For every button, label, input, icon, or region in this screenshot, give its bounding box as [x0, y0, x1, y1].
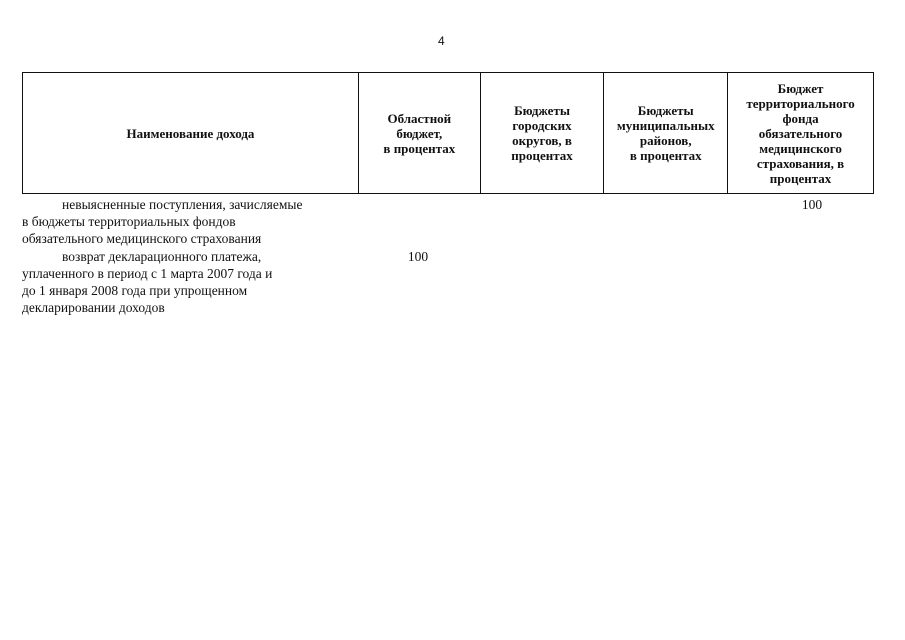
row-regional-value: 100: [407, 249, 429, 264]
header-city-districts-budgets: Бюджеты городских округов, в процентах: [480, 73, 604, 194]
revenue-distribution-table-header: [22, 72, 874, 194]
row-name-line: декларировании доходов: [22, 300, 165, 315]
row-revenue-name: [22, 248, 352, 316]
row-name-line: в бюджеты территориальных фондов: [22, 214, 236, 229]
row-revenue-name: [22, 196, 352, 247]
row-name-line: невыясненные поступления, зачисляемые: [62, 197, 303, 212]
row-name-line: возврат декларационного платежа,: [62, 249, 262, 264]
row-name-line: обязательного медицинского страхования: [22, 231, 262, 246]
header-revenue-name: Наименование дохода: [23, 73, 359, 194]
row-medical-fund-value: 100: [801, 197, 823, 212]
row-name-line: до 1 января 2008 года при упрощенном: [22, 283, 248, 298]
header-medical-insurance-fund-budget: Бюджет территориального фонда обязательного медицинского страхования, в процентах: [728, 73, 874, 194]
row-name-line: уплаченного в период с 1 марта 2007 года и: [22, 266, 273, 281]
page-number: 4: [438, 34, 445, 48]
header-municipal-districts-budgets: Бюджеты муниципальных районов, в процентах: [604, 73, 728, 194]
header-row: [23, 73, 874, 194]
header-regional-budget: Областной бюджет, в процентах: [358, 73, 480, 194]
